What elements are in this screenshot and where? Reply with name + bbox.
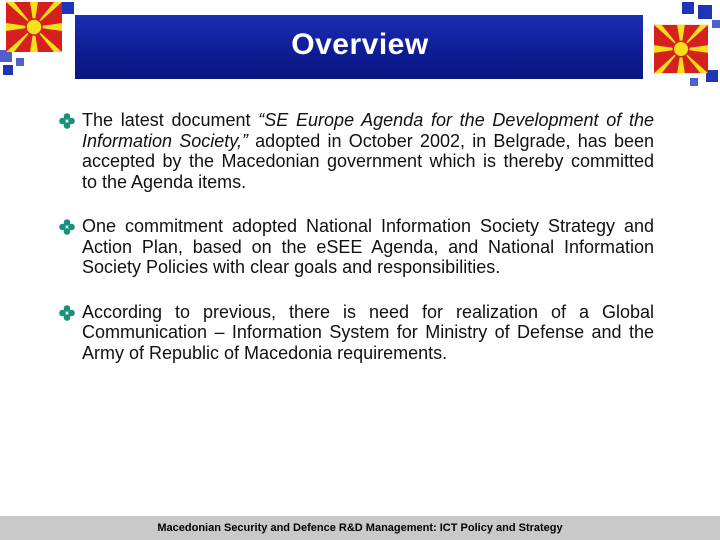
diamond-bullet-icon (52, 113, 82, 129)
decor-square (682, 2, 694, 14)
bullet-text: One commitment adopted National Information Society Strategy and Action Plan, based on the eSEE Agenda, and National Information Society Policies with clear goals and responsibilities. (82, 216, 654, 277)
footer-text: Macedonian Security and Defence R&D Management: ICT Policy and Strategy (157, 522, 563, 534)
list-item (52, 110, 654, 192)
decor-square (712, 20, 720, 28)
bullet-text: According to previous, there is need for realization of a Global Communication – Information System for Ministry of Defense and the Army of Republic of Macedonia requirements. (82, 301, 654, 363)
diamond-bullet-icon (52, 305, 82, 321)
decor-square (698, 5, 712, 19)
decor-square (62, 2, 74, 14)
decor-square (690, 78, 698, 86)
bullet-list (52, 110, 654, 387)
document-title: “SE Europe Agenda for the Development of the Information Society,” (82, 110, 654, 151)
diamond-bullet-icon (52, 219, 82, 235)
bullet-text: The latest document “SE Europe Agenda for the Development of the Information Society,” adopted in October 2002, in Belgrade, has been accepted by the Macedonian government which is thereby committed to the Agenda items. (82, 110, 654, 192)
list-item (52, 216, 654, 278)
page-title: Overview (291, 28, 429, 61)
list-item (52, 302, 654, 364)
slide-header (0, 0, 720, 90)
decor-square (3, 65, 13, 75)
slide-footer (0, 516, 720, 540)
